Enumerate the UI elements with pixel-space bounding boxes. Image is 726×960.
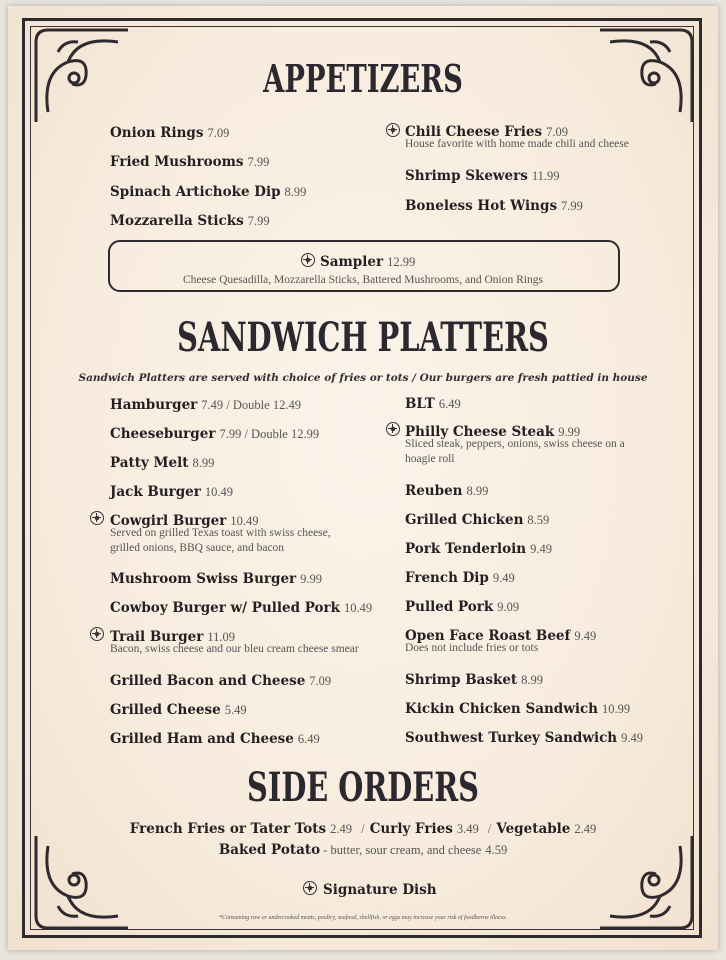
- menu-item: Grilled Chicken 8.59: [405, 512, 550, 528]
- item-description: Sliced steak, peppers, onions, swiss cheese on a hoagie roll: [405, 438, 625, 465]
- menu-item: Open Face Roast Beef 9.49: [405, 628, 597, 644]
- menu-item: Grilled Cheese 5.49: [110, 702, 247, 718]
- menu-item: Boneless Hot Wings 7.99: [405, 198, 583, 214]
- menu-item: Cheeseburger 7.99 / Double 12.99: [110, 426, 320, 442]
- menu-item: Cowboy Burger w/ Pulled Pork 10.49: [110, 600, 373, 616]
- menu-item: Mushroom Swiss Burger 9.99: [110, 571, 323, 587]
- menu-item: Shrimp Basket 8.99: [405, 672, 544, 688]
- baked-potato-line: Baked Potato - butter, sour cream, and cheese 4.59: [218, 842, 508, 858]
- item-description: Does not include fries or tots: [405, 642, 539, 654]
- item-description: Served on grilled Texas toast with swiss cheese, grilled onions, BBQ sauce, and bacon: [110, 527, 331, 554]
- signature-dish-legend: Signature Dish: [323, 882, 437, 898]
- menu-item: Trail Burger 11.09: [110, 629, 236, 645]
- menu-item: Cowgirl Burger 10.49: [110, 513, 259, 529]
- menu-item: Southwest Turkey Sandwich 9.49: [405, 730, 643, 746]
- menu-item: Patty Melt 8.99: [110, 455, 215, 471]
- menu-item: Grilled Bacon and Cheese 7.09: [110, 673, 332, 689]
- menu-item: Spinach Artichoke Dip 8.99: [110, 184, 307, 200]
- menu-item: Philly Cheese Steak 9.99: [405, 424, 581, 440]
- sandwich-platters-heading: SANDWICH PLATTERS: [177, 314, 549, 361]
- side-orders-line: French Fries or Tater Tots 2.49 / Curly Fries 3.49 / Vegetable 2.49: [129, 821, 597, 837]
- signature-star-icon: [303, 881, 317, 895]
- signature-star-icon: [386, 422, 400, 436]
- item-description: House favorite with home made chili and cheese: [405, 138, 629, 150]
- menu-item: Mozzarella Sticks 7.99: [110, 213, 270, 229]
- signature-star-icon: [90, 511, 104, 525]
- menu-item: Pork Tenderloin 9.49: [405, 541, 552, 557]
- menu-item: Reuben 8.99: [405, 483, 489, 499]
- signature-star-icon: [90, 627, 104, 641]
- sampler-description: Cheese Quesadilla, Mozzarella Sticks, Battered Mushrooms, and Onion Rings: [183, 274, 543, 286]
- appetizers-heading: APPETIZERS: [263, 56, 463, 101]
- item-description: Bacon, swiss cheese and our bleu cream cheese smear: [110, 643, 359, 655]
- menu-item: Hamburger 7.49 / Double 12.49: [110, 397, 301, 413]
- sandwich-note: Sandwich Platters are served with choice of fries or tots / Our burgers are fresh pattied in house: [78, 372, 648, 384]
- menu-item: Fried Mushrooms 7.99: [110, 154, 270, 170]
- menu-item: Kickin Chicken Sandwich 10.99: [405, 701, 631, 717]
- side-orders-heading: SIDE ORDERS: [247, 764, 479, 811]
- menu-item: BLT 6.49: [405, 396, 461, 412]
- menu-item: French Dip 9.49: [405, 570, 515, 586]
- menu-item: Onion Rings 7.09: [110, 125, 230, 141]
- disclaimer: *Consuming raw or undercooked meats, poultry, seafood, shellfish, or eggs may increase your risk of foodborne illness.: [218, 915, 508, 921]
- menu-item: Chili Cheese Fries 7.09: [405, 124, 568, 140]
- signature-star-icon: [386, 123, 400, 137]
- menu-item-sampler: Sampler 12.99: [320, 254, 416, 270]
- menu-item: Pulled Pork 9.09: [405, 599, 520, 615]
- signature-star-icon: [301, 253, 315, 267]
- menu-item: Grilled Ham and Cheese 6.49: [110, 731, 320, 747]
- menu-item: Shrimp Skewers 11.99: [405, 168, 560, 184]
- menu-item: Jack Burger 10.49: [110, 484, 234, 500]
